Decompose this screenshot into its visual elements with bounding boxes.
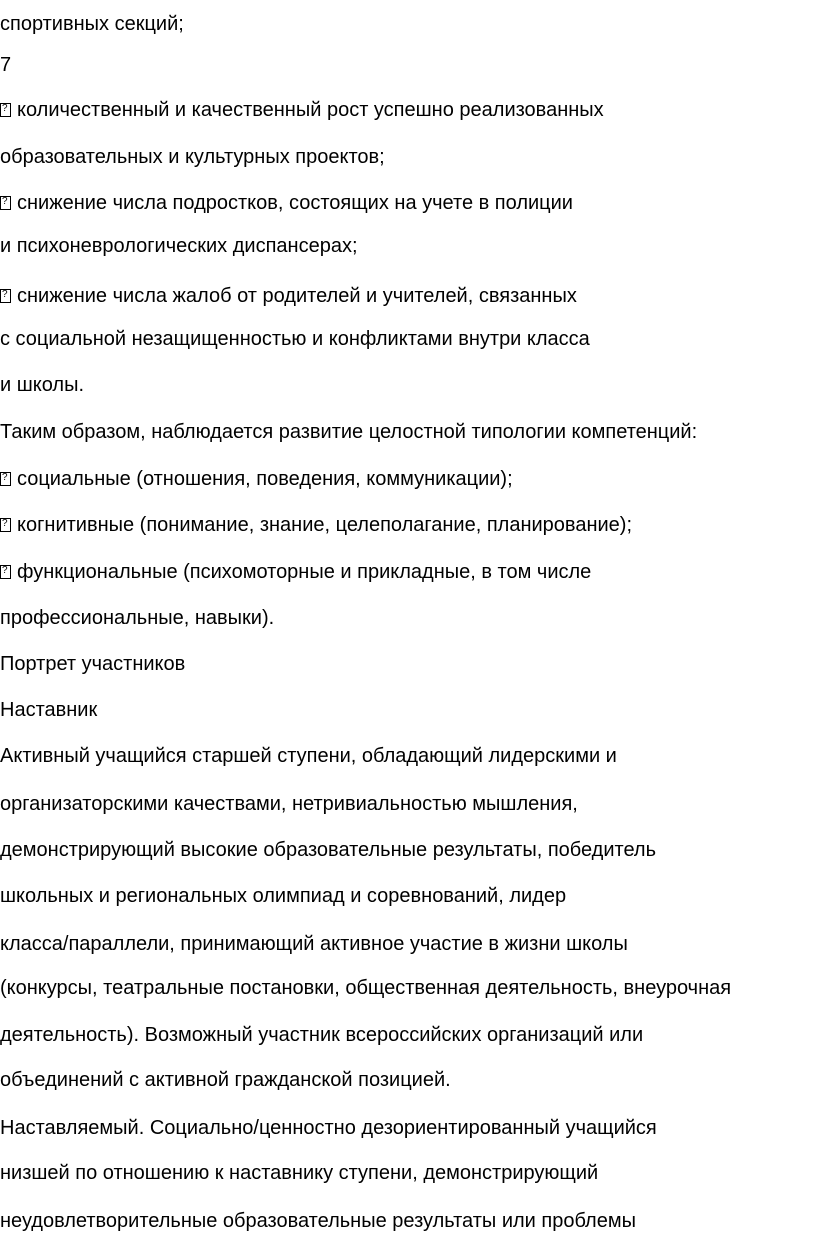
bullet-item [0,512,816,538]
text-line: деятельность). Возможный участник всероссийских организаций или [0,1024,644,1046]
text-line: спортивных секций; [0,13,184,35]
text-line: объединений с активной гражданской позицией. [0,1069,451,1091]
text-line: Активный учащийся старшей ступени, обладающий лидерскими и [0,745,617,767]
text-line: и школы. [0,374,85,396]
bullet-text: когнитивные (понимание, знание, целеполагание, планирование); [17,514,632,536]
bullet-item [0,466,816,492]
bullet-text: количественный и качественный рост успешно реализованных [17,99,604,121]
missing-glyph-icon [0,196,11,210]
bullet-text: снижение числа подростков, состоящих на учете в полиции [17,192,573,214]
text-line: (конкурсы, театральные постановки, общественная деятельность, внеурочная [0,977,732,999]
text-line: неудовлетворительные образовательные результаты или проблемы [0,1210,636,1232]
bullet-item [0,283,816,309]
missing-glyph-icon [0,289,11,303]
section-heading: Наставник [0,699,98,721]
missing-glyph-icon [0,103,11,117]
text-line: школьных и региональных олимпиад и соревнований, лидер [0,885,567,907]
section-heading: Портрет участников [0,653,186,675]
text-line: организаторскими качествами, нетривиальностью мышления, [0,793,578,815]
text-line: демонстрирующий высокие образовательные результаты, победитель [0,839,657,861]
page-number: 7 [0,54,12,76]
text-line: низшей по отношению к наставнику ступени, демонстрирующий [0,1162,599,1184]
missing-glyph-icon [0,472,11,486]
bullet-item [0,190,816,216]
bullet-item [0,97,816,123]
missing-glyph-icon [0,565,11,579]
text-line: образовательных и культурных проектов; [0,146,385,168]
text-line: и психоневрологических диспансерах; [0,235,358,257]
text-line: профессиональные, навыки). [0,607,275,629]
bullet-item [0,559,816,585]
bullet-text: снижение числа жалоб от родителей и учителей, связанных [17,285,577,307]
missing-glyph-icon [0,518,11,532]
text-line: Наставляемый. Социально/ценностно дезориентированный учащийся [0,1117,657,1139]
text-line: Таким образом, наблюдается развитие целостной типологии компетенций: [0,421,698,443]
bullet-text: социальные (отношения, поведения, коммуникации); [17,468,513,490]
text-line: класса/параллели, принимающий активное участие в жизни школы [0,933,628,955]
bullet-text: функциональные (психомоторные и прикладные, в том числе [17,561,592,583]
text-line: с социальной незащищенностью и конфликтами внутри класса [0,328,590,350]
